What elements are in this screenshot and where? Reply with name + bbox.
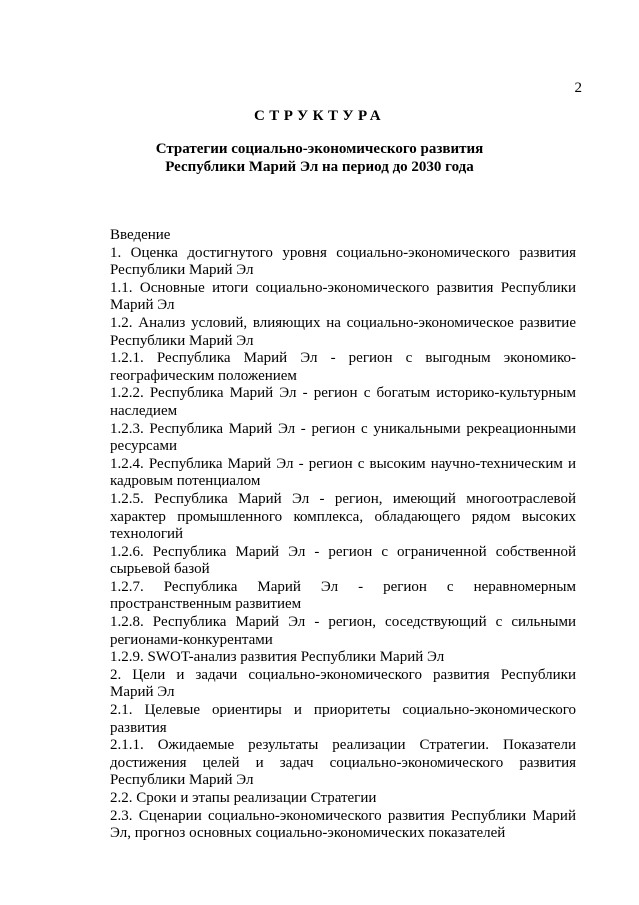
toc-item: 1.2.7. Республика Марий Эл - регион с неравномерным пространственным развитием bbox=[110, 578, 576, 613]
toc-item: 2.2. Сроки и этапы реализации Стратегии bbox=[110, 790, 377, 806]
subtitle-line-1: Стратегии социально-экономического развития bbox=[155, 141, 484, 157]
toc-item: 1.2.5. Республика Марий Эл - регион, имеющий многоотраслевой характер промышленного комплекса, обладающего рядом высоких технологий bbox=[110, 490, 576, 543]
toc-item: Введение bbox=[110, 227, 171, 243]
table-of-contents bbox=[110, 227, 576, 843]
toc-item: 1.2.6. Республика Марий Эл - регион с ограниченной собственной сырьевой базой bbox=[110, 543, 576, 578]
toc-item: 1.1. Основные итоги социально-экономического развития Республики Марий Эл bbox=[110, 279, 576, 314]
toc-item: 2.1. Целевые ориентиры и приоритеты социально-экономического развития bbox=[110, 702, 576, 736]
toc-item: 1.2.2. Республика Марий Эл - регион с богатым историко-культурным наследием bbox=[110, 385, 576, 419]
toc-item: 2.3. Сценарии социально-экономического развития Республики Марий Эл, прогноз основных социально-экономических показателей bbox=[110, 807, 576, 842]
document-heading: СТРУКТУРА bbox=[253, 108, 386, 124]
toc-item: 1. Оценка достигнутого уровня социально-экономического развития Республики Марий Эл bbox=[110, 244, 576, 279]
toc-item: 1.2.1. Республика Марий Эл - регион с выгодным экономико-географическим положением bbox=[110, 350, 576, 384]
toc-item: 2.1.1. Ожидаемые результаты реализации Стратегии. Показатели достижения целей и задач социально-экономического развития Республики Марий Эл bbox=[110, 737, 576, 789]
subtitle-line-2: Республики Марий Эл на период до 2030 года bbox=[165, 159, 474, 175]
toc-item: 1.2.3. Республика Марий Эл - регион с уникальными рекреационными ресурсами bbox=[110, 420, 576, 455]
page-number: 2 bbox=[574, 80, 582, 96]
toc-item: 1.2.4. Республика Марий Эл - регион с высоким научно-техническим и кадровым потенциалом bbox=[110, 455, 576, 490]
toc-item: 1.2. Анализ условий, влияющих на социально-экономическое развитие Республики Марий Эл bbox=[110, 314, 576, 349]
toc-item: 1.2.9. SWOT-анализ развития Республики Марий Эл bbox=[110, 649, 445, 666]
toc-item: 1.2.8. Республика Марий Эл - регион, соседствующий с сильными регионами-конкурентами bbox=[110, 614, 576, 648]
document-subtitle bbox=[0, 140, 639, 176]
toc-item: 2. Цели и задачи социально-экономического развития Республики Марий Эл bbox=[110, 666, 576, 701]
